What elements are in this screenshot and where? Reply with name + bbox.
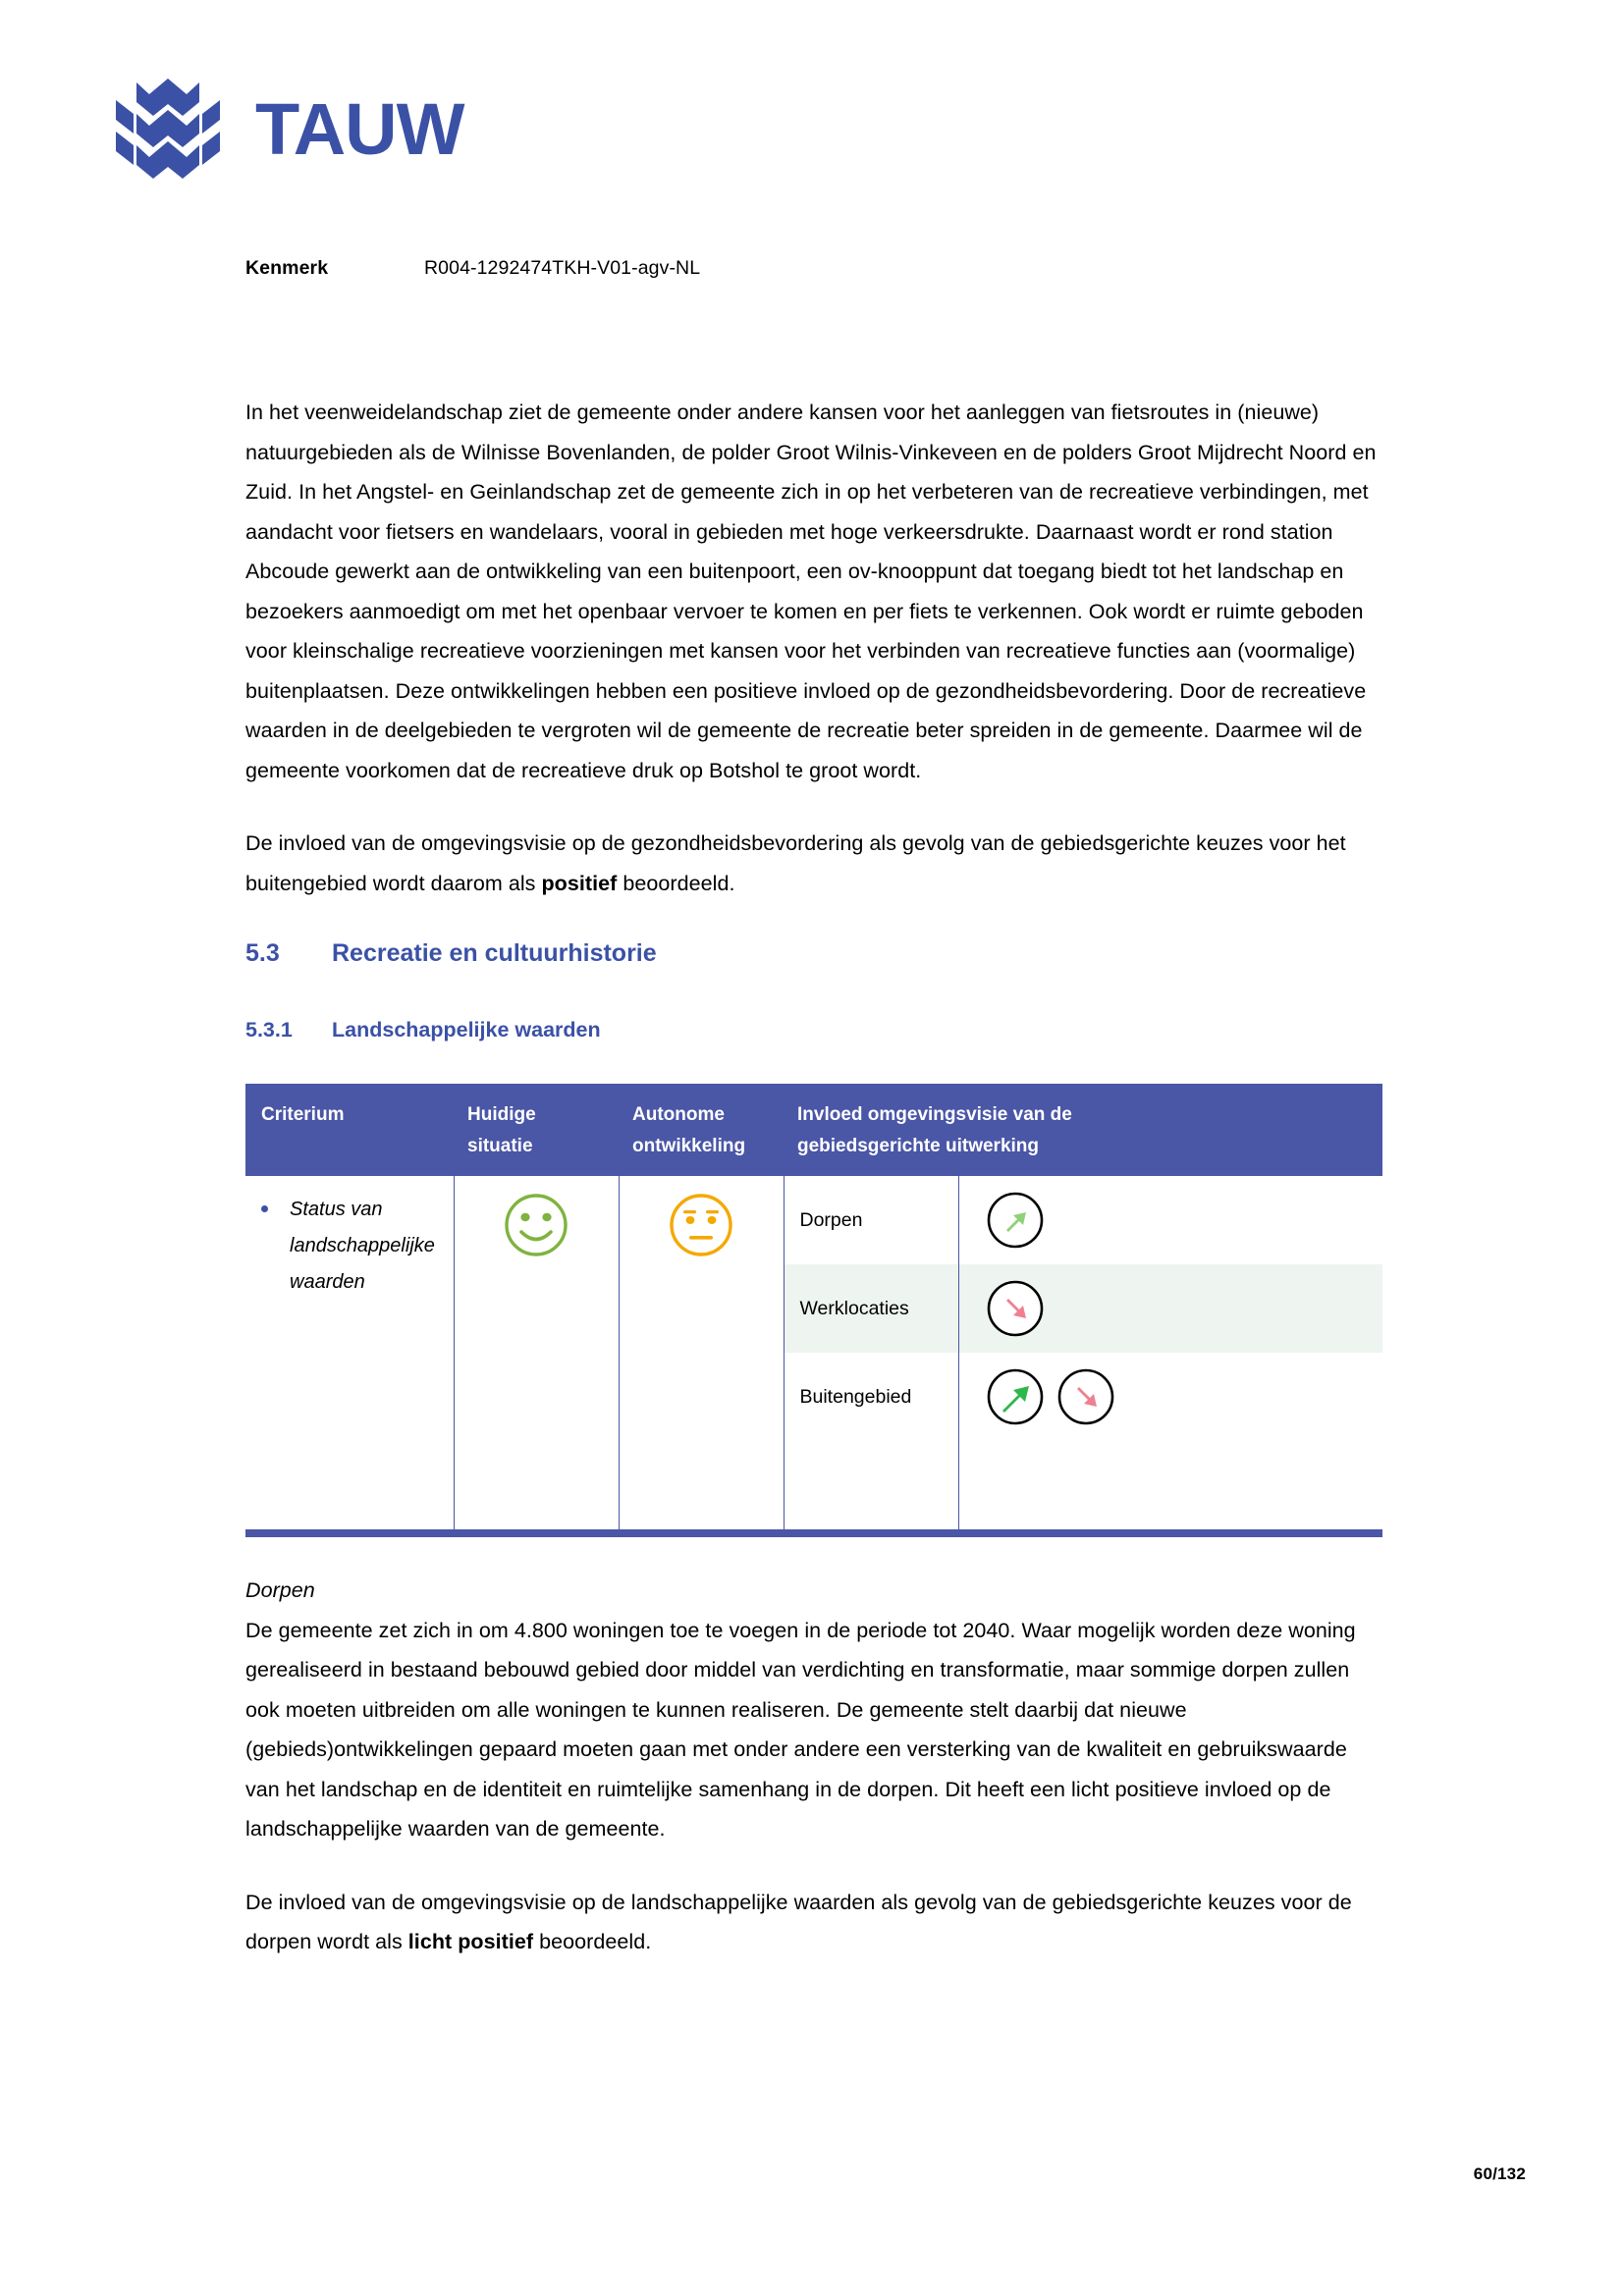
arrow-up-right-green-icon <box>985 1366 1046 1427</box>
final-conclusion-pre: De invloed van de omgevingsvisie op de landschappelijke waarden als gevolg van de gebiedsgerichte keuzes voor de dorpen wordt als <box>245 1890 1352 1953</box>
area-row-werklocaties <box>785 1264 1383 1353</box>
column-header-autonome-line2: ontwikkeling <box>632 1136 746 1156</box>
conclusion-text-pre: De invloed van de omgevingsvisie op de gezondheidsbevordering als gevolg van de gebiedsgerichte keuzes voor het buitengebied wordt daarom als <box>245 831 1346 895</box>
column-header-huidige-line2: situatie <box>467 1136 533 1156</box>
conclusion-text-post: beoordeeld. <box>617 871 735 895</box>
tauw-wordmark: TAUW <box>255 88 464 170</box>
final-conclusion-verdict: licht positief <box>407 1930 534 1953</box>
heading-5-3-title: Recreatie en cultuurhistorie <box>332 939 657 967</box>
area-filler-right <box>958 1441 1382 1529</box>
area-label-dorpen: Dorpen <box>785 1176 959 1264</box>
table-header-row <box>245 1087 1382 1176</box>
arrow-down-right-pink-icon <box>985 1278 1046 1339</box>
tauw-logo-mark <box>106 77 230 183</box>
area-impact-table <box>785 1176 1383 1529</box>
spacer <box>245 1537 1382 1571</box>
smiley-happy-green-icon <box>501 1190 571 1260</box>
dorpen-body: De gemeente zet zich in om 4.800 woningen toe te voegen in de periode tot 2040. Waar mogelijk worden deze woning gerealiseerd in bestaand bebouwd gebied door middel van verdichting en transformatie, maar sommige dorpen zullen ook moeten uitbreiden om alle woningen te kunnen realiseren. De gemeente stelt daarbij dat nieuwe (gebieds)ontwikkelingen gepaard moeten gaan met onder andere een versterking van de kwaliteit en gebruikswaarde van het landschap en de identiteit en ruimtelijke samenhang in de dorpen. Dit heeft een licht positieve invloed op de landschappelijke waarden van de gemeente. <box>245 1618 1356 1841</box>
paragraph-veenweidelandschap: In het veenweidelandschap ziet de gemeente onder andere kansen voor het aanleggen van fietsroutes in (nieuwe) natuurgebieden als de Wilnisse Bovenlanden, de polder Groot Wilnis-Vinkeveen en de polders Groot Mijdrecht Noord en Zuid. In het Angstel- en Geinlandschap zet de gemeente zich in op het verbeteren van de recreatieve verbindingen, met aandacht voor fietsers en wandelaars, vooral in gebieden met hoge verkeersdrukte. Daarnaast wordt er rond station Abcoude gewerkt aan de ontwikkeling van een buitenpoort, een ov-knooppunt dat toegang biedt tot het landschap en bezoekers aanmoedigt om met het openbaar vervoer te komen en per fiets te verkennen. Ook wordt er ruimte geboden voor kleinschalige recreatieve voorzieningen met kansen voor het verbinden van recreatieve functies aan (voormalige) buitenplaatsen. Deze ontwikkelingen hebben een positieve invloed op de gezondheidsbevordering. Door de recreatieve waarden in de deelgebieden te vergroten wil de gemeente de recreatie beter spreiden in de gemeente. Daarmee wil de gemeente voorkomen dat de recreatieve druk op Botshol te groot wordt. <box>245 400 1377 782</box>
icon-row <box>985 1190 1382 1251</box>
area-row-buitengebied <box>785 1353 1383 1441</box>
kenmerk-label: Kenmerk <box>245 257 329 279</box>
criterium-label: Status van landschappelijke waarden <box>290 1199 435 1293</box>
spacer <box>245 1849 1382 1883</box>
heading-5-3-1-number: 5.3.1 <box>245 1018 293 1041</box>
heading-5-3 <box>245 936 1382 970</box>
final-conclusion-post: beoordeeld. <box>533 1930 652 1953</box>
dorpen-heading: Dorpen <box>245 1578 315 1602</box>
area-filler-left <box>785 1441 959 1529</box>
column-header-invloed-line2: gebiedsgerichte uitwerking <box>797 1136 1039 1156</box>
paragraph-dorpen <box>245 1571 1382 1849</box>
table-body <box>245 1176 1382 1529</box>
column-header-autonome-line1: Autonome <box>632 1104 725 1125</box>
table-head <box>245 1087 1382 1176</box>
icon-row <box>985 1278 1382 1339</box>
column-header-huidige-situatie <box>454 1087 619 1176</box>
table-bottom-rule <box>245 1529 1382 1537</box>
page-number: 60/132 <box>1473 2164 1526 2183</box>
criterium-bullet-item <box>261 1192 444 1301</box>
conclusion-verdict: positief <box>541 871 618 895</box>
area-label-buitengebied: Buitengebied <box>785 1353 959 1441</box>
column-header-criterium-line1: Criterium <box>261 1104 345 1125</box>
table-row <box>245 1176 1382 1529</box>
area-icons-werklocaties <box>958 1264 1382 1353</box>
area-row-dorpen <box>785 1176 1383 1264</box>
kenmerk-value: R004-1292474TKH-V01-agv-NL <box>424 257 701 279</box>
column-header-autonome-ontwikkeling <box>619 1087 784 1176</box>
bullet-icon <box>261 1205 268 1212</box>
paragraph-conclusion-gezondheid <box>245 824 1382 903</box>
arrow-up-right-light-green-icon <box>985 1190 1046 1251</box>
cell-autonome-ontwikkeling <box>619 1176 784 1529</box>
column-header-huidige-line1: Huidige <box>467 1104 536 1125</box>
area-icons-dorpen <box>958 1176 1382 1264</box>
arrow-down-right-pink-icon <box>1056 1366 1116 1427</box>
assessment-table-wrapper <box>245 1084 1382 1537</box>
document-body <box>245 393 1382 1996</box>
cell-huidige-situatie <box>454 1176 619 1529</box>
tauw-logo <box>106 77 463 183</box>
smiley-neutral-orange-icon <box>666 1190 736 1260</box>
heading-5-3-1 <box>245 1015 1382 1044</box>
area-icons-buitengebied <box>958 1353 1382 1441</box>
area-label-werklocaties: Werklocaties <box>785 1264 959 1353</box>
heading-5-3-number: 5.3 <box>245 939 280 967</box>
column-header-criterium <box>245 1087 454 1176</box>
heading-5-3-1-title: Landschappelijke waarden <box>332 1018 601 1041</box>
document-reference <box>245 257 700 280</box>
assessment-table <box>245 1087 1382 1529</box>
column-header-invloed-line1: Invloed omgevingsvisie van de <box>797 1104 1072 1125</box>
area-row-filler <box>785 1441 1383 1529</box>
column-header-invloed-omgevingsvisie <box>784 1087 1382 1176</box>
cell-criterium <box>245 1176 454 1529</box>
paragraph-conclusion-landschappelijke <box>245 1883 1382 1962</box>
cell-invloed-omgevingsvisie <box>784 1176 1382 1529</box>
icon-row <box>985 1366 1382 1427</box>
